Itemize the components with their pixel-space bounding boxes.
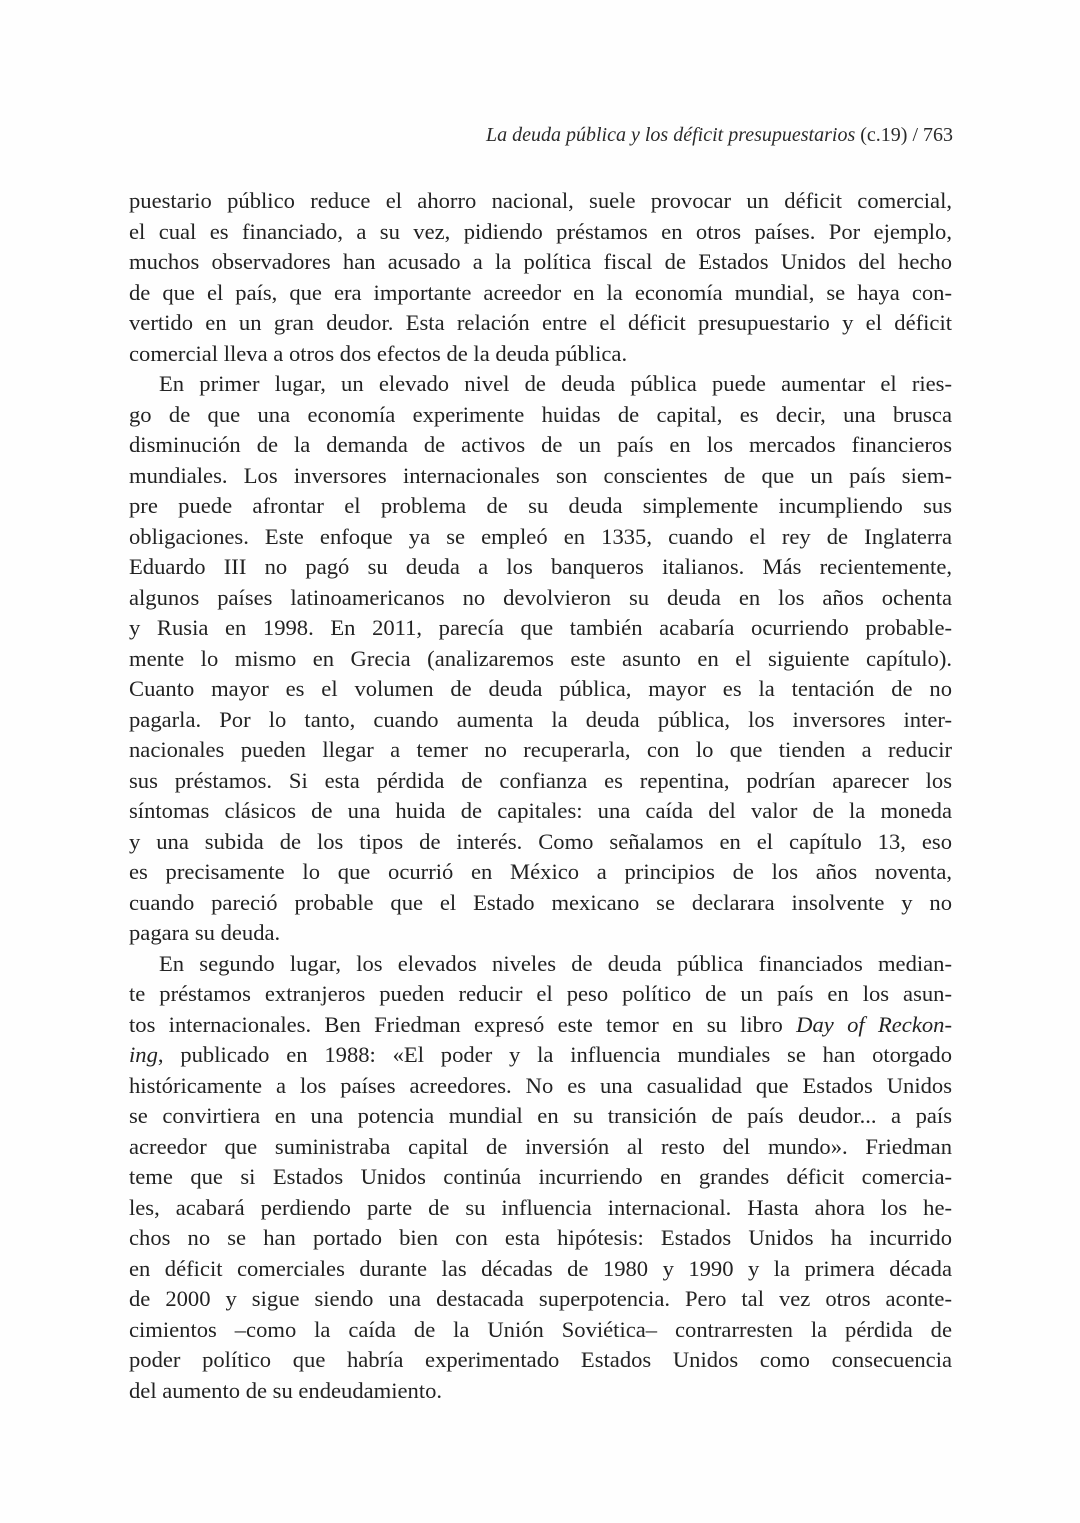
text-line: y una subida de los tipos de interés. Como señalamos en el capítulo 13, eso: [129, 828, 952, 854]
text-line: muchos observadores han acusado a la política fiscal de Estados Unidos del hecho: [129, 249, 952, 274]
text-fragment: tos internacionales. Ben Friedman expresó este temor en su libro: [129, 1011, 797, 1037]
text-line: En primer lugar, un elevado nivel de deuda pública puede aumentar el ries-: [159, 371, 952, 396]
text-line: cuando pareció probable que el Estado mexicano se declarara insolvente y no: [129, 889, 952, 915]
chapter-ref: (c.19): [860, 124, 908, 146]
paragraph-3: [129, 949, 952, 1407]
text-line: les, acabará perdiendo parte de su influencia internacional. Hasta ahora los he-: [129, 1194, 952, 1220]
text-line: comercial lleva a otros dos efectos de la deuda pública.: [129, 340, 628, 366]
text-line: algunos países latinoamericanos no devolvieron su deuda en los años ochenta: [129, 584, 952, 610]
book-title-italic: ing: [129, 1042, 158, 1067]
text-line: de que el país, que era importante acreedor en la economía mundial, se haya con-: [129, 279, 952, 305]
text-line: mundiales. Los inversores internacionales son conscientes de que un país siem-: [129, 462, 952, 488]
text-line: es precisamente lo que ocurrió en México a principios de los años noventa,: [129, 859, 952, 884]
text-line: vertido en un gran deudor. Esta relación entre el déficit presupuestario y el déficit: [129, 310, 952, 335]
text-line: [129, 1040, 952, 1071]
body-text: [129, 186, 952, 1406]
running-title: La deuda pública y los déficit presupuestarios: [486, 124, 856, 146]
text-line: disminución de la demanda de activos de un país en los mercados financieros: [129, 432, 952, 457]
text-line: pre puede afrontar el problema de su deuda simplemente incumpliendo sus: [129, 493, 952, 518]
text-line: sus préstamos. Si esta pérdida de confianza es repentina, podrían aparecer los: [129, 767, 952, 793]
text-line: nacionales pueden llegar a temer no recuperarla, con lo que tienden a reducir: [129, 737, 952, 762]
text-line: síntomas clásicos de una huida de capitales: una caída del valor de la moneda: [129, 798, 952, 823]
text-line: se convirtiera en una potencia mundial en su transición de país deudor... a país: [129, 1103, 952, 1128]
text-line: Cuanto mayor es el volumen de deuda pública, mayor es la tentación de no: [129, 676, 952, 701]
text-line: go de que una economía experimente huidas de capital, es decir, una brusca: [129, 401, 952, 427]
running-header: [486, 124, 953, 147]
text-fragment: , publicado en 1988: «El poder y la influencia mundiales se han otorgado: [157, 1042, 952, 1067]
text-line: teme que si Estados Unidos continúa incurriendo en grandes déficit comercia-: [129, 1164, 952, 1189]
text-line: pagara su deuda.: [129, 920, 281, 945]
text-line: te préstamos extranjeros pueden reducir el peso político de un país en los asun-: [129, 981, 952, 1006]
text-line: poder político que habría experimentado Estados Unidos como consecuencia: [129, 1347, 952, 1372]
text-line: Eduardo III no pagó su deuda a los banqueros italianos. Más recientemente,: [129, 554, 952, 579]
text-line: del aumento de su endeudamiento.: [129, 1377, 443, 1403]
text-line: cimientos –como la caída de la Unión Soviética– contrarresten la pérdida de: [129, 1316, 952, 1342]
text-line: históricamente a los países acreedores. No es una casualidad que Estados Unidos: [129, 1072, 952, 1098]
text-line: puestario público reduce el ahorro nacional, suele provocar un déficit comercial,: [129, 188, 952, 213]
paragraph-2: [129, 369, 952, 949]
text-line: en déficit comerciales durante las décadas de 1980 y 1990 y la primera década: [129, 1255, 952, 1281]
text-line: el cual es financiado, a su vez, pidiendo préstamos en otros países. Por ejemplo,: [129, 218, 952, 244]
text-line: chos no se han portado bien con esta hipótesis: Estados Unidos ha incurrido: [129, 1225, 952, 1250]
paragraph-1: [129, 186, 952, 369]
text-line: En segundo lugar, los elevados niveles de deuda pública financiados median-: [159, 950, 952, 976]
text-line: de 2000 y sigue siendo una destacada superpotencia. Pero tal vez otros aconte-: [129, 1286, 952, 1311]
book-title-italic: Day of Reckon-: [796, 1011, 952, 1037]
text-line: y Rusia en 1998. En 2011, parecía que también acabaría ocurriendo probable-: [129, 615, 952, 640]
text-line: obligaciones. Este enfoque ya se empleó en 1335, cuando el rey de Inglaterra: [129, 523, 952, 549]
text-line: acreedor que suministraba capital de inversión al resto del mundo». Friedman: [129, 1133, 952, 1159]
page-number: 763: [923, 124, 953, 146]
text-line: mente lo mismo en Grecia (analizaremos este asunto en el siguiente capítulo).: [129, 645, 952, 671]
header-separator: /: [912, 124, 918, 146]
text-line: [129, 1010, 952, 1041]
text-line: pagarla. Por lo tanto, cuando aumenta la deuda pública, los inversores inter-: [129, 706, 952, 732]
